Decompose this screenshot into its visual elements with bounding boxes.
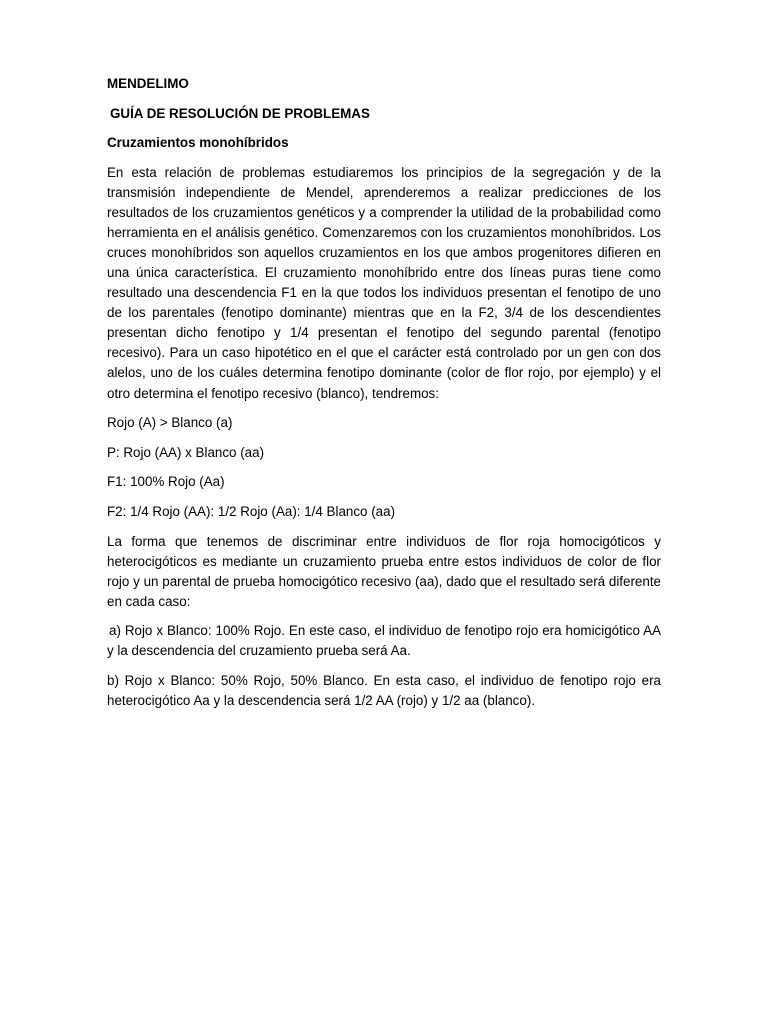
cross-f2-line: F2: 1/4 Rojo (AA): 1/2 Rojo (Aa): 1/4 Blanco (aa) <box>107 503 396 519</box>
document-title: MENDELIMO <box>107 76 189 91</box>
intro-paragraph: En esta relación de problemas estudiaremos los principios de la segregación y de la transmisión independiente de Mendel, aprenderemos a realizar predicciones de los resultados de los cruzamientos genéticos y a comprender la utilidad de la probabilidad como herramienta en el análisis genético. Comenzaremos con los cruzamientos monohíbridos. Los cruces monohíbridos son aquellos cruzamientos en los que ambos progenitores difieren en una única característica. El cruzamiento monohíbrido entre dos líneas puras tiene como resultado una descendencia F1 en la que todos los individuos presentan el fenotipo de uno de los parentales (fenotipo dominante) mientras que en la F2, 3/4 de los descendientes presentan dicho fenotipo y 1/4 presentan el fenotipo del segundo parental (fenotipo recesivo). Para un caso hipotético en el que el carácter está controlado por un gen con dos alelos, uno de los cuáles determina fenotipo dominante (color de flor rojo, por ejemplo) y el otro determina el fenotipo recesivo (blanco), tendremos: <box>107 164 661 401</box>
section-heading: Cruzamientos monohíbridos <box>107 135 289 150</box>
document-subtitle: GUÍA DE RESOLUCIÓN DE PROBLEMAS <box>110 105 370 121</box>
case-a-paragraph: a) Rojo x Blanco: 100% Rojo. En este caso, el individuo de fenotipo rojo era homicigótico AA y la descendencia del cruzamiento prueba será Aa. <box>107 623 661 659</box>
cross-f1-line: F1: 100% Rojo (Aa) <box>107 474 225 490</box>
dominance-line: Rojo (A) > Blanco (a) <box>107 415 233 431</box>
cross-p-line: P: Rojo (AA) x Blanco (aa) <box>107 444 265 460</box>
document-page <box>107 74 661 721</box>
case-b-paragraph: b) Rojo x Blanco: 50% Rojo, 50% Blanco. En esta caso, el individuo de fenotipo rojo era heterocigótico Aa y la descendencia será 1/2 AA (rojo) y 1/2 aa (blanco). <box>107 673 661 709</box>
test-cross-paragraph: La forma que tenemos de discriminar entre individuos de flor roja homocigóticos y heterocigóticos es mediante un cruzamiento prueba entre estos individuos de color de flor rojo y un parental de prueba homocigótico recesivo (aa), dado que el resultado será diferente en cada caso: <box>107 533 661 609</box>
